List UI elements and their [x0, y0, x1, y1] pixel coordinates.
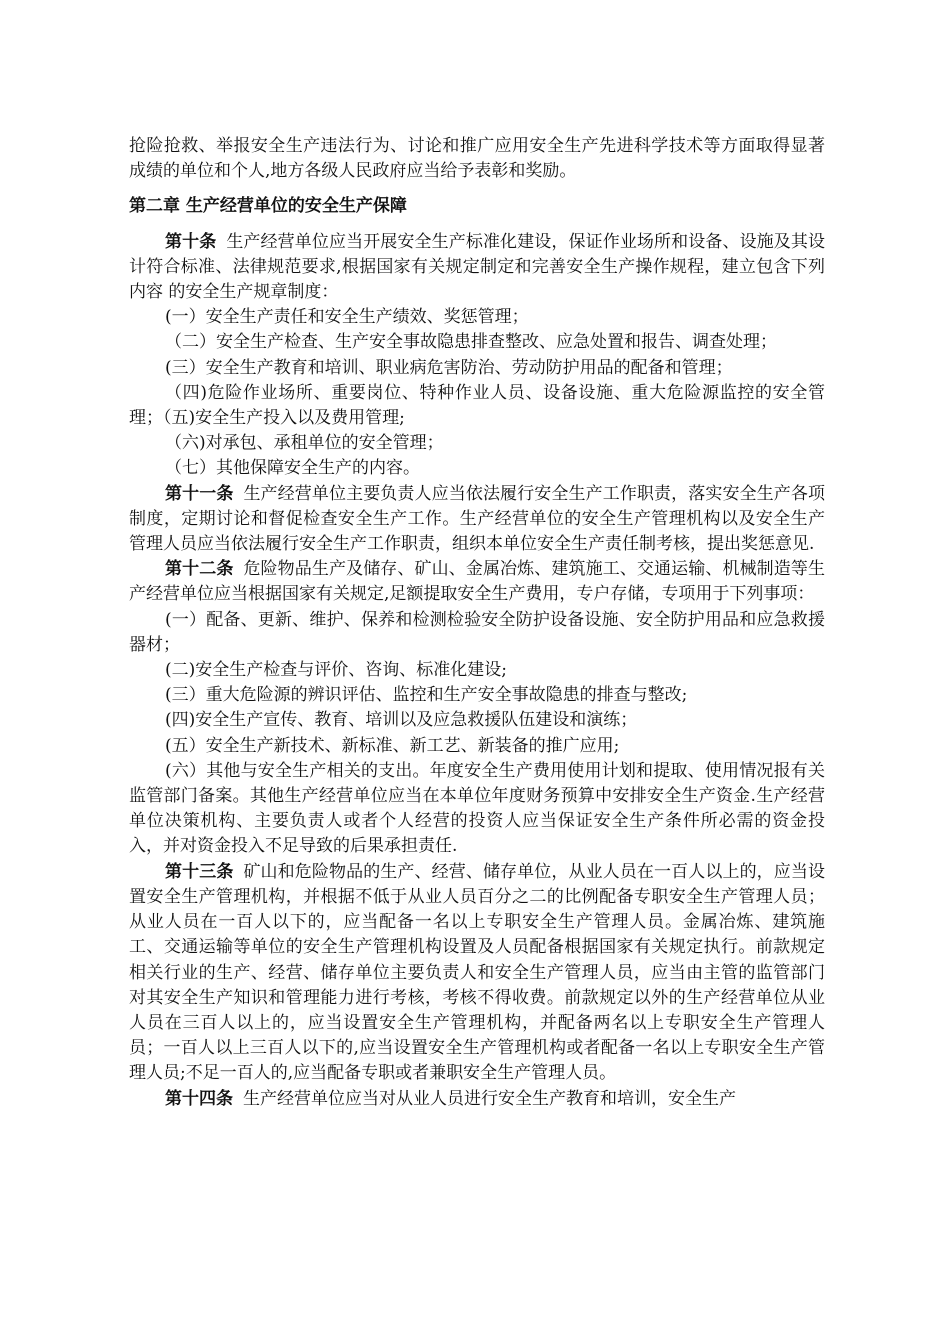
chapter-title: 第二章 生产经营单位的安全生产保障 [129, 196, 407, 217]
article-10-item-7: （七）其他保障安全生产的内容。 [165, 458, 420, 479]
article-12-item-2: (二)安全生产检查与评价、咨询、标准化建设; [165, 660, 507, 681]
article-11-body: 生产经营单位主要负责人应当依法履行安全生产工作职责，落实安全生产各项制度，定期讨论和督促检查安全生产工作。生产经营单位的安全生产管理机构以及安全生产管理人员应当依法履行安全生产工作职责，组织本单位安全生产责任制考核，提出奖惩意见. [129, 483, 826, 555]
article-13 [129, 860, 825, 1087]
article-14-head: 第十四条 [165, 1088, 233, 1109]
article-10-item-4: （四)危险作业场所、重要岗位、特种作业人员、设备设施、重大危险源监控的安全管理；（五)安全生产投入以及费用管理; [129, 382, 825, 429]
article-12-item-3: (三）重大危险源的辨识评估、监控和生产安全事故隐患的排查与整改; [165, 685, 688, 706]
article-12-item-6: (六）其他与安全生产相关的支出。年度安全生产费用使用计划和提取、使用情况报有关监管部门备案。其他生产经营单位应当在本单位年度财务预算中安排安全生产资金.生产经营单位决策机构、主要负责人或者个人经营的投资人应当保证安全生产条件所必需的资金投入，并对资金投入不足导致的后果承担责任. [129, 760, 825, 857]
intro-paragraph: 抢险抢救、举报安全生产违法行为、讨论和推广应用安全生产先进科学技术等方面取得显著成绩的单位和个人,地方各级人民政府应当给予表彰和奖励。 [129, 136, 825, 182]
article-10-item-3: (三）安全生产教育和培训、职业病危害防治、劳动防护用品的配备和管理； [165, 357, 733, 378]
article-10-item-1: (一）安全生产责任和安全生产绩效、奖惩管理； [165, 307, 529, 328]
article-11 [129, 482, 825, 558]
article-10-item-2: （二）安全生产检查、生产安全事故隐患排查整改、应急处置和报告、调查处理； [165, 332, 777, 353]
article-12-head: 第十二条 [165, 559, 234, 580]
document-page [129, 134, 825, 1112]
article-14-body: 生产经营单位应当对从业人员进行安全生产教育和培训，安全生产 [243, 1088, 736, 1109]
article-12-item-5: (五）安全生产新技术、新标准、新工艺、新装备的推广应用; [165, 735, 620, 756]
article-10 [129, 230, 825, 306]
article-10-head: 第十条 [165, 231, 217, 252]
article-10-body: 生产经营单位应当开展安全生产标准化建设，保证作业场所和设备、设施及其设计符合标准、法律规范要求,根据国家有关规定制定和完善安全生产操作规程，建立包含下列内容 的安全生产规章制度： [129, 231, 826, 303]
article-14 [129, 1087, 825, 1112]
article-12-item-1: (一）配备、更新、维护、保养和检测检验安全防护设备设施、安全防护用品和应急救援器材； [129, 609, 825, 655]
article-13-body: 矿山和危险物品的生产、经营、储存单位，从业人员在一百人以上的，应当设置安全生产管理机构，并根据不低于从业人员百分之二的比例配备专职安全生产管理人员；从业人员在一百人以下的，应当配备一名以上专职安全生产管理人员。金属冶炼、建筑施工、交通运输等单位的安全生产管理机构设置及人员配备根据国家有关规定执行。前款规定相关行业的生产、经营、储存单位主要负责人和安全生产管理人员，应当由主管的监管部门对其安全生产知识和管理能力进行考核，考核不得收费。前款规定以外的生产经营单位从业人员在三百人以上的，应当设置安全生产管理机构，并配备两名以上专职安全生产管理人员；一百人以上三百人以下的,应当设置安全生产管理机构或者配备一名以上专职安全生产管理人员;不足一百人的,应当配备专职或者兼职安全生产管理人员。 [129, 861, 826, 1084]
article-12 [129, 557, 825, 607]
article-13-head: 第十三条 [165, 861, 234, 882]
article-12-body: 危险物品生产及储存、矿山、金属冶炼、建筑施工、交通运输、机械制造等生产经营单位应当根据国家有关规定,足额提取安全生产费用，专户存储，专项用于下列事项： [129, 559, 826, 605]
article-10-item-6: （六)对承包、承租单位的安全管理； [165, 433, 444, 454]
article-12-item-4: (四)安全生产宣传、教育、培训以及应急救援队伍建设和演练； [165, 710, 638, 731]
article-11-head: 第十一条 [165, 483, 234, 504]
